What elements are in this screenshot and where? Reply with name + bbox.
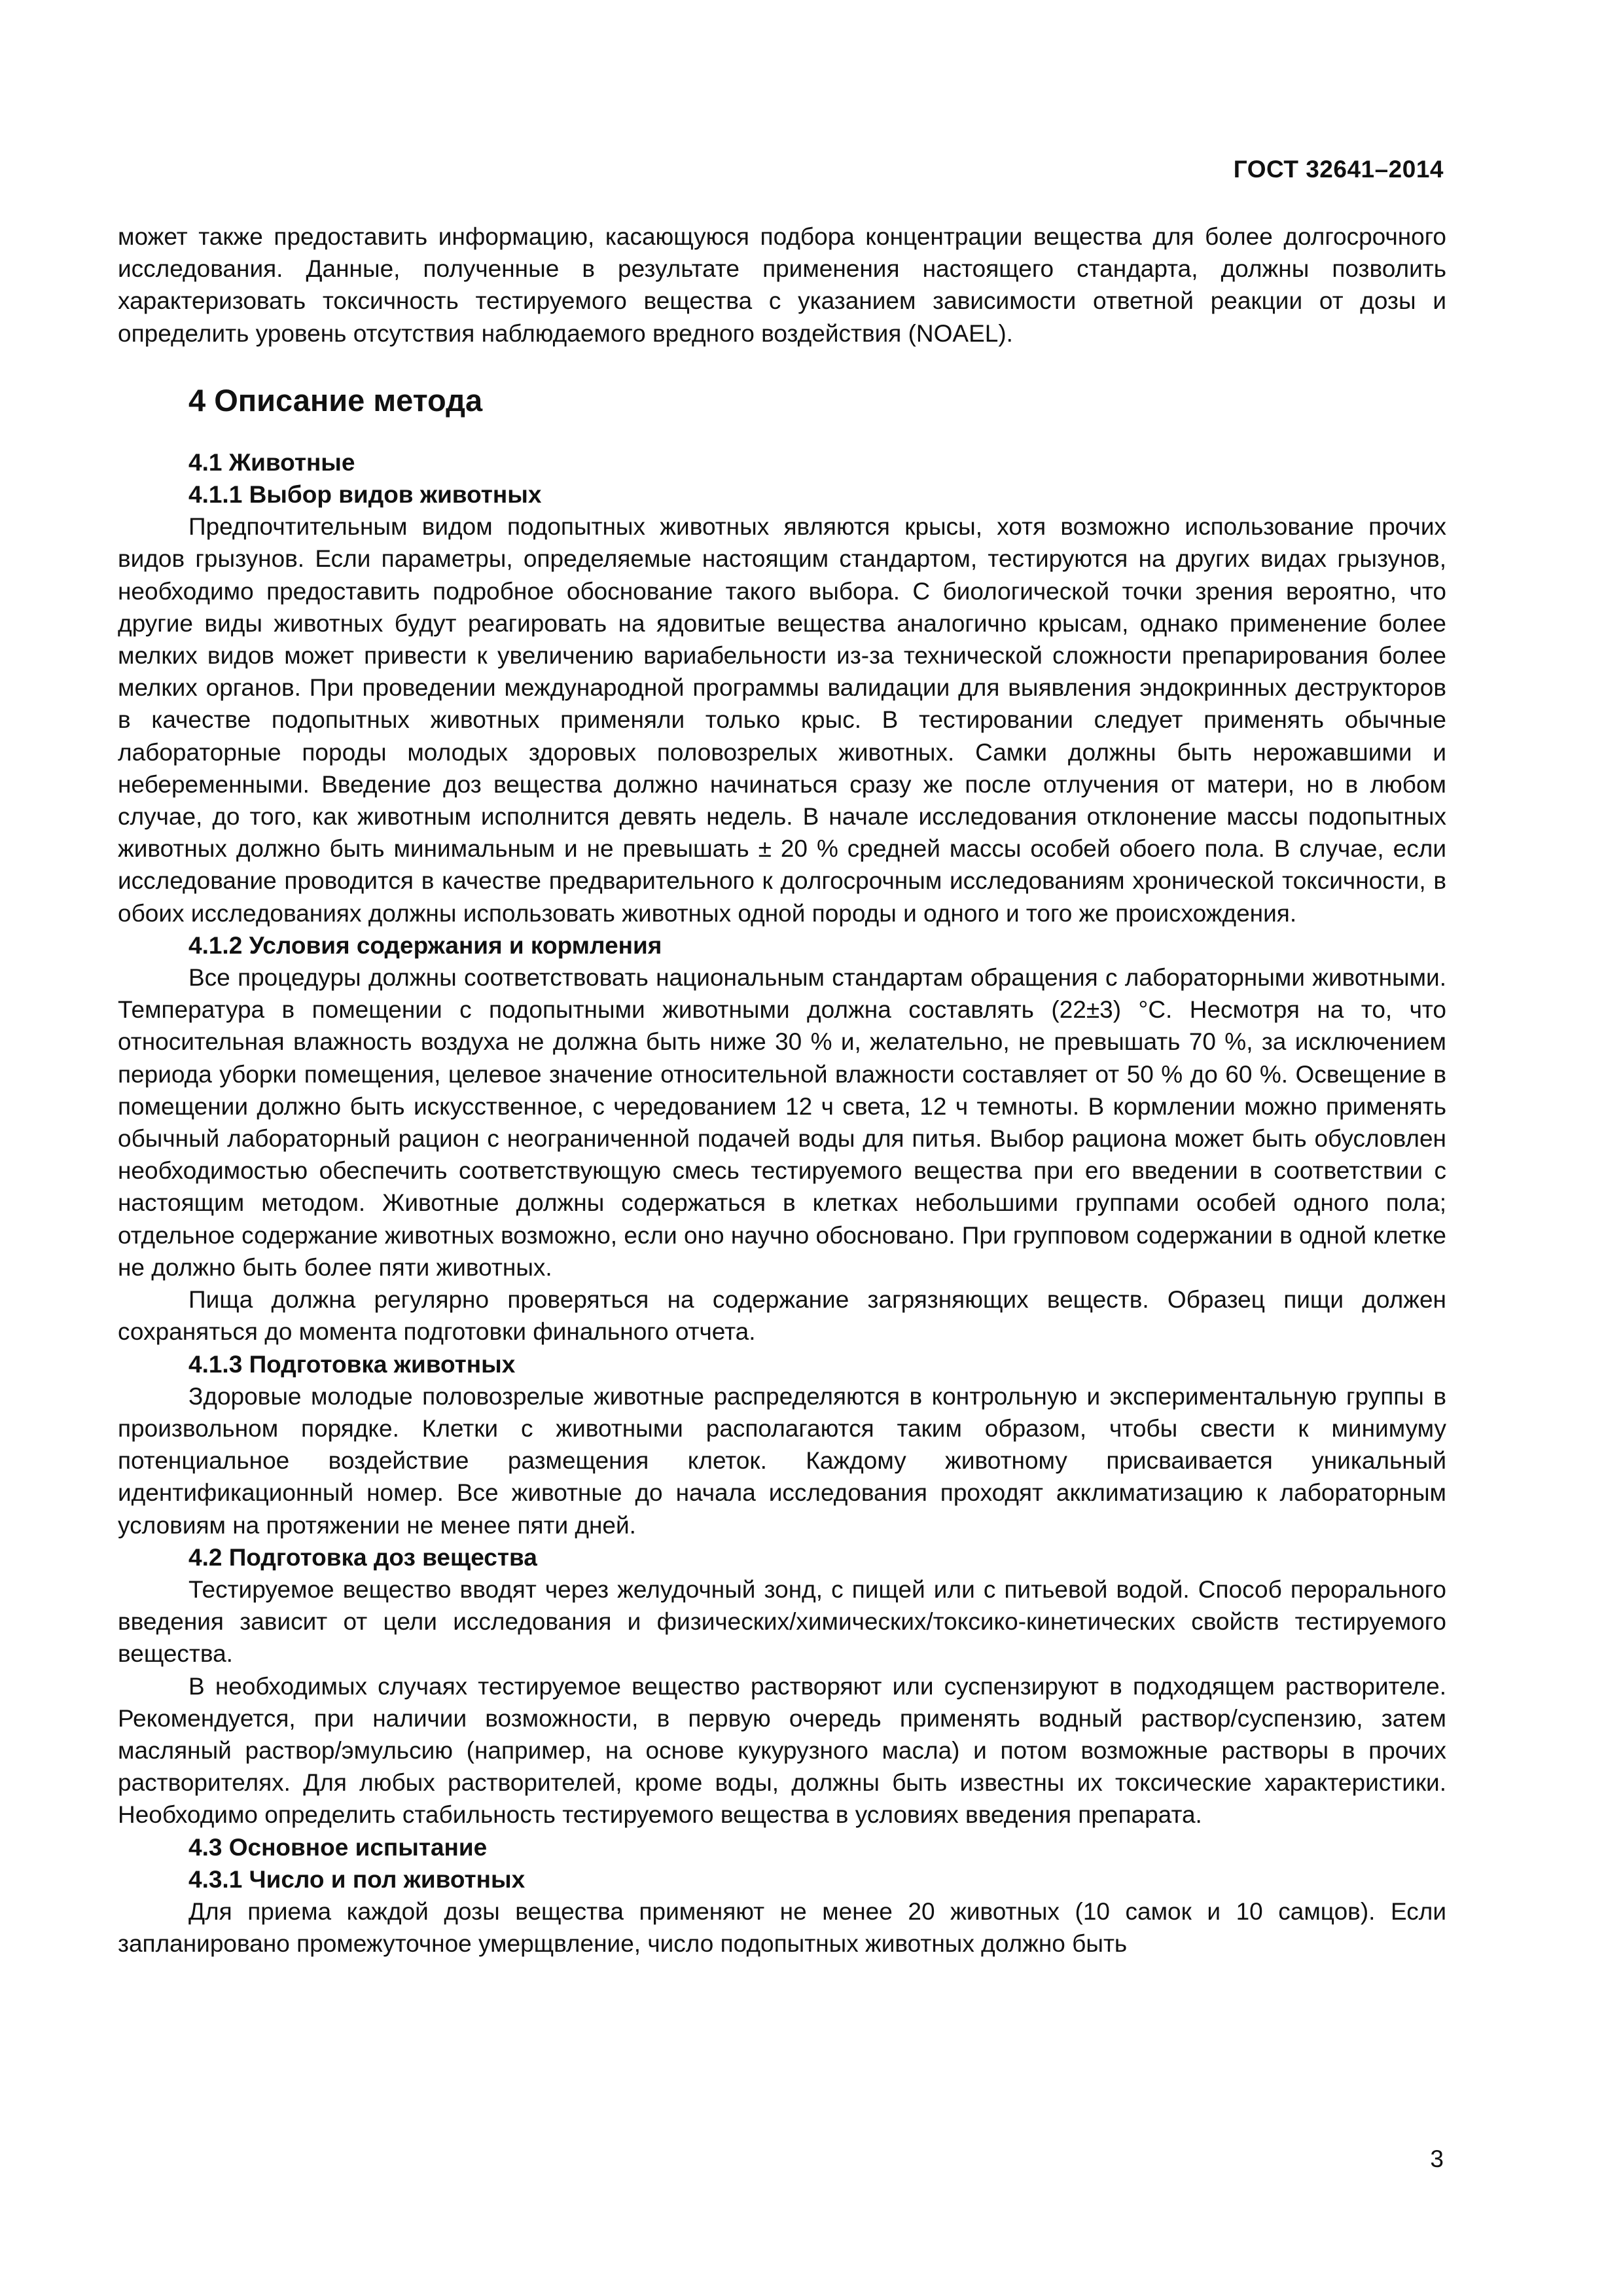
section-4-2-paragraph-2: В необходимых случаях тестируемое вещество растворяют или суспензируют в подходящем растворителе. Рекомендуется, при наличии возможности, в первую очередь применять водный раствор/суспензию, затем масляный раствор/эмульсию (например, на основе кукурузного масла) и потом возможные растворы в прочих растворителях. Для любых растворителей, кроме воды, должны быть известны их токсические характеристики. Необходимо определить стабильность тестируемого вещества в условиях введения препарата.	[118, 1672, 1446, 1829]
section-4-1-3-paragraph: Здоровые молодые половозрелые животные распределяются в контрольную и экспериментальную группы в произвольном порядке. Клетки с животными располагаются таким образом, чтобы свести к минимуму потенциальное воздействие размещения клеток. Каждому животному присваивается уникальный идентификационный номер. Все животные до начала исследования проходят акклиматизацию к лабораторным условиям на протяжении не менее пяти дней.	[118, 1382, 1446, 1539]
section-4-1-2-paragraph-2: Пища должна регулярно проверяться на содержание загрязняющих веществ. Образец пищи должен сохраняться до момента подготовки финального отчета.	[118, 1286, 1446, 1346]
section-4-1-2-heading: 4.1.2 Условия содержания и кормления	[188, 931, 662, 959]
section-4-3-1-paragraph: Для приема каждой дозы вещества применяют не менее 20 животных (10 самок и 10 самцов). Если запланировано промежуточное умерщвление, число подопытных животных должно быть	[118, 1897, 1446, 1958]
page-number: 3	[1430, 2145, 1444, 2172]
section-4-1-2-paragraph-1: Все процедуры должны соответствовать национальным стандартам обращения с лабораторными животными. Температура в помещении с подопытными животными должна составлять (22±3) °С. Несмотря на то, что относительная влажность воздуха не должна быть ниже 30 % и, желательно, не превышать 70 %, за исключением периода уборки помещения, целевое значение относительной влажности составляет от 50 % до 60 %. Освещение в помещении должно быть искусственное, с чередованием 12 ч света, 12 ч темноты. В кормлении можно применять обычный лабораторный рацион с неограниченной подачей воды для питья. Выбор рациона может быть обусловлен необходимостью обеспечить соответствующую смесь тестируемого вещества при его введении в соответствии с настоящим методом. Животные должны содержаться в клетках небольшими группами особей одного пола; отдельное содержание животных возможно, если оно научно обосновано. При групповом содержании в одной клетке не должно быть более пяти животных.	[118, 964, 1446, 1281]
intro-paragraph: может также предоставить информацию, касающуюся подбора концентрации вещества для более долгосрочного исследования. Данные, полученные в результате применения настоящего стандарта, должны позволить характеризовать токсичность тестируемого вещества с указанием зависимости ответной реакции от дозы и определить уровень отсутствия наблюдаемого вредного воздействия (NOAEL).	[118, 223, 1446, 347]
section-4-1-3-heading: 4.1.3 Подготовка животных	[188, 1350, 516, 1378]
section-4-3-heading: 4.3 Основное испытание	[188, 1833, 488, 1861]
document-header-id: ГОСТ 32641–2014	[1233, 156, 1444, 183]
section-4-heading: 4 Описание метода	[188, 382, 483, 418]
section-4-1-1-heading: 4.1.1 Выбор видов животных	[188, 481, 542, 509]
section-4-2-paragraph-1: Тестируемое вещество вводят через желудочный зонд, с пищей или с питьевой водой. Способ перорального введения зависит от цели исследования и физических/химических/токсико-кинетических свойств тестируемого вещества.	[118, 1575, 1446, 1668]
section-4-2-heading: 4.2 Подготовка доз вещества	[188, 1543, 537, 1571]
section-4-1-heading: 4.1 Животные	[188, 448, 355, 476]
document-body	[118, 221, 1446, 1960]
section-4-3-1-heading: 4.3.1 Число и пол животных	[188, 1865, 526, 1893]
section-4-1-1-paragraph: Предпочтительным видом подопытных животных являются крысы, хотя возможно использование прочих видов грызунов. Если параметры, определяемые настоящим стандартом, тестируются на других видах грызунов, необходимо предоставить подробное обоснование такого выбора. С биологической точки зрения вероятно, что другие виды животных будут реагировать на ядовитые вещества аналогично крысам, однако применение более мелких видов может привести к увеличению вариабельности из-за технической сложности препарирования более мелких органов. При проведении международной программы валидации для выявления эндокринных деструкторов в качестве подопытных животных применяли только крыс. В тестировании следует применять обычные лабораторные породы молодых здоровых половозрелых животных. Самки должны быть нерожавшими и небеременными. Введение доз вещества должно начинаться сразу же после отлучения от матери, но в любом случае, до того, как животным исполнится девять недель. В начале исследования отклонение массы подопытных животных должно быть минимальным и не превышать ± 20 % средней массы особей обоего пола. В случае, если исследование проводится в качестве предварительного к долгосрочным исследованиям хронической токсичности, в обоих исследованиях должны использовать животных одной породы и одного и того же происхождения.	[118, 513, 1446, 927]
